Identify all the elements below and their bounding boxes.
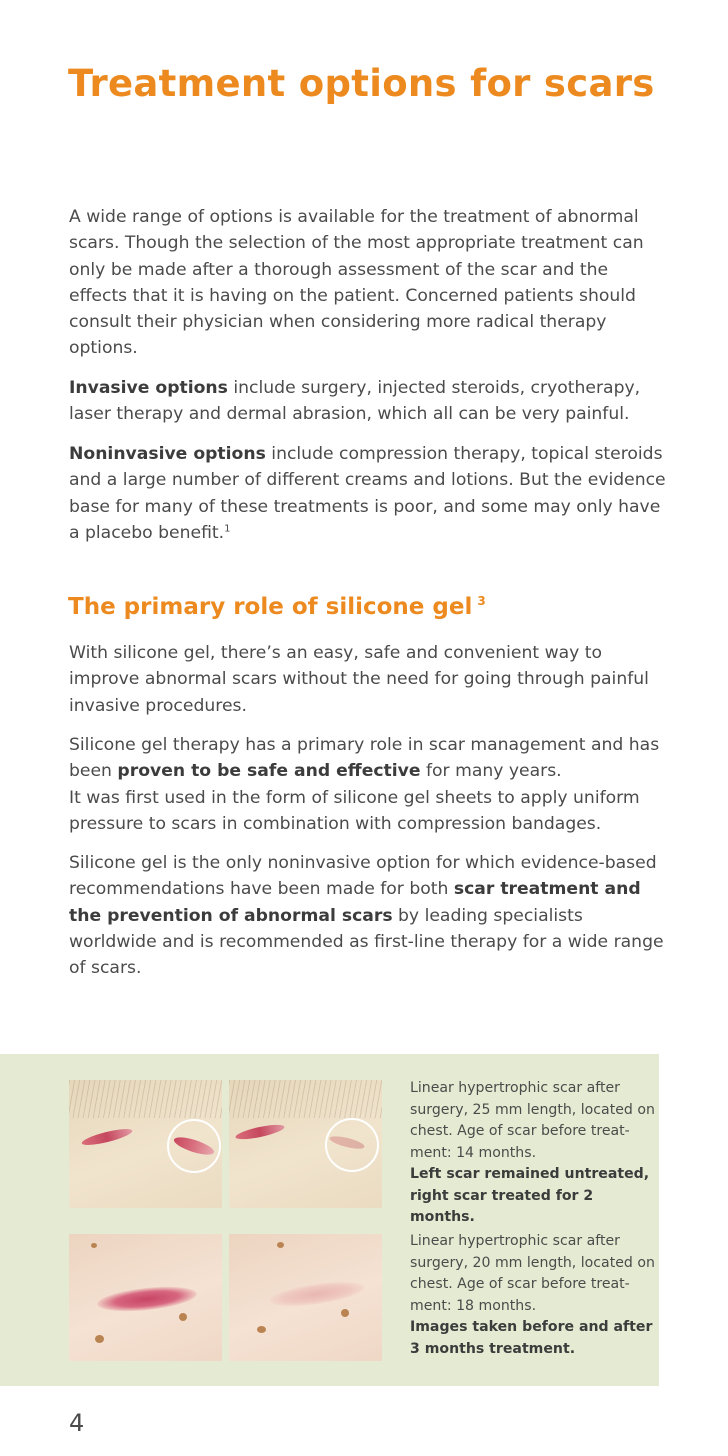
skin-mole [179,1313,187,1321]
heading-ref: 3 [477,594,486,609]
para2-start: Silicone gel therapy has a primary role in scar management and has been [69,735,660,782]
hair-texture [69,1080,222,1118]
highlight-circle [167,1119,221,1173]
invasive-text: include surgery, injected steroids, cryotherapy, laser therapy and dermal abrasion, which all can be very painful. [69,378,641,425]
caption-bold: Left scar remained untreated, right scar treated for 2 months. [410,1166,650,1225]
page-title: Treatment options for scars [68,62,655,105]
page-number: 4 [69,1409,85,1437]
invasive-paragraph [69,375,669,428]
skin-mole [341,1309,349,1317]
scar-mark [81,1126,134,1148]
scar-photo-untreated [69,1080,222,1208]
scar-photo-after [229,1234,382,1361]
para2-bold: proven to be safe and effective [117,761,421,782]
noninvasive-paragraph [69,441,669,546]
caption-text: Linear hypertrophic scar after surgery, 20 mm length, located on chest. Age of scar before treat-ment: 18 months. [410,1233,655,1314]
scar-photo-before [69,1234,222,1361]
noninvasive-label: Noninvasive options [69,444,266,464]
highlight-circle [325,1118,379,1172]
para2-end: It was first used in the form of silicone gel sheets to apply uniform pressure to scars in combination with compression bandages. [69,787,640,834]
section-heading [68,594,486,620]
para3-bold: scar treatment and the prevention of abnormal scars [69,879,641,926]
caption-text: Linear hypertrophic scar after surgery, 25 mm length, located on chest. Age of scar before treat-ment: 14 months. [410,1080,655,1161]
caption-scar-1 [410,1078,655,1229]
scar-photo-treated [229,1080,382,1208]
footnote-ref: 1 [224,523,231,535]
hair-texture [229,1080,382,1118]
scar-mark [268,1277,366,1310]
section-heading-text: The primary role of silicone gel [68,594,473,620]
silicone-intro-paragraph: With silicone gel, there’s an easy, safe and convenient way to improve abnormal scars without the need for going through painful invasive procedures. [69,643,649,716]
para3-end: by leading specialists worldwide and is recommended as first-line therapy for a wide range of scars. [69,905,664,979]
caption-scar-2 [410,1231,655,1360]
silicone-recommendation-paragraph [69,850,669,981]
para3-start: Silicone gel is the only noninvasive option for which evidence-based recommendations have been made for both [69,853,657,900]
invasive-label: Invasive options [69,378,228,398]
noninvasive-text: include compression therapy, topical steroids and a large number of different creams and lotions. But the evidence base for many of these treatments is poor, and some may only have a placebo benefit. [69,444,666,543]
scar-mark [96,1283,198,1315]
skin-mole [91,1243,97,1248]
skin-mole [95,1335,104,1343]
caption-bold: Images taken before and after 3 months treatment. [410,1319,653,1357]
skin-mole [257,1326,266,1333]
skin-mole [277,1242,284,1248]
intro-paragraph: A wide range of options is available for the treatment of abnormal scars. Though the selection of the most appropriate treatment can only be made after a thorough assessment of the scar and the effects that it is having on the patient. Concerned patients should consult their physician when considering more radical therapy options. [69,207,644,359]
silicone-role-paragraph [69,732,669,837]
scar-mark [235,1122,286,1142]
para2-mid: for many years. [420,761,562,782]
